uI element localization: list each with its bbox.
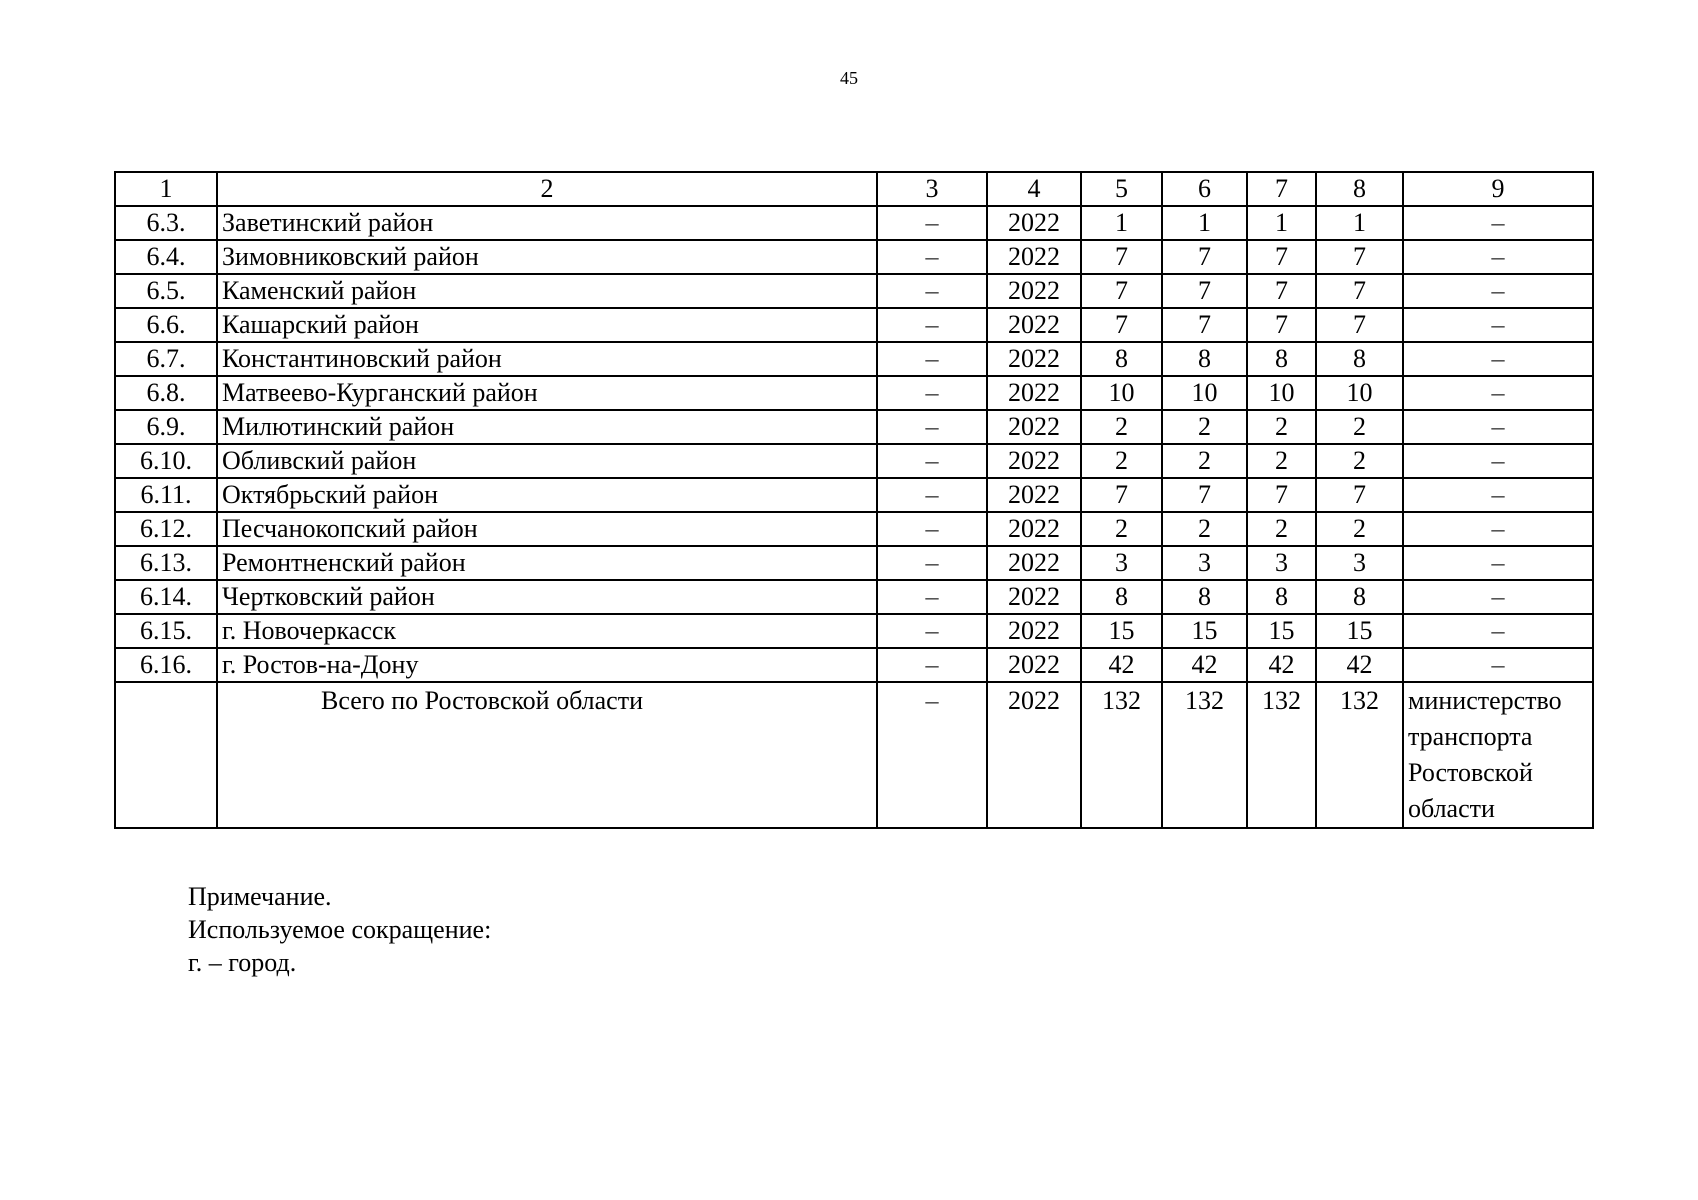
row-year-cell: 2022: [987, 206, 1081, 240]
table-row: [115, 240, 1593, 274]
header-cell: 3: [877, 172, 987, 206]
row-col7-cell: 15: [1247, 614, 1316, 648]
table-row: [115, 512, 1593, 546]
row-col7-cell: 3: [1247, 546, 1316, 580]
row-name-cell: Октябрьский район: [217, 478, 877, 512]
table-row: [115, 376, 1593, 410]
agency-line: области: [1408, 794, 1495, 823]
row-col5-cell: 7: [1081, 274, 1162, 308]
row-col6-cell: 1: [1162, 206, 1247, 240]
row-col5-cell: 15: [1081, 614, 1162, 648]
row-col6-cell: 7: [1162, 274, 1247, 308]
row-number-cell: 6.6.: [115, 308, 217, 342]
row-year-cell: 2022: [987, 546, 1081, 580]
row-col8-cell: 7: [1316, 274, 1403, 308]
note: [188, 880, 491, 979]
row-col9-cell: –: [1403, 478, 1593, 512]
row-col3-cell: –: [877, 512, 987, 546]
header-cell: 1: [115, 172, 217, 206]
row-col8-cell: 10: [1316, 376, 1403, 410]
row-col3-cell: –: [877, 478, 987, 512]
table-row: [115, 546, 1593, 580]
row-name-cell: Кашарский район: [217, 308, 877, 342]
row-col5-cell: 8: [1081, 580, 1162, 614]
total-col8-cell: 132: [1316, 682, 1403, 828]
row-year-cell: 2022: [987, 342, 1081, 376]
table-row: [115, 410, 1593, 444]
row-col9-cell: –: [1403, 206, 1593, 240]
row-col9-cell: –: [1403, 376, 1593, 410]
row-col8-cell: 3: [1316, 546, 1403, 580]
row-col9-cell: –: [1403, 274, 1593, 308]
row-col3-cell: –: [877, 342, 987, 376]
row-number-cell: 6.13.: [115, 546, 217, 580]
row-name-cell: г. Ростов-на-Дону: [217, 648, 877, 682]
row-col7-cell: 7: [1247, 308, 1316, 342]
row-col9-cell: –: [1403, 512, 1593, 546]
row-name-cell: Обливский район: [217, 444, 877, 478]
row-col6-cell: 7: [1162, 308, 1247, 342]
row-year-cell: 2022: [987, 410, 1081, 444]
row-name-cell: Константиновский район: [217, 342, 877, 376]
row-col6-cell: 2: [1162, 512, 1247, 546]
agency-line: транспорта: [1408, 722, 1533, 751]
row-col5-cell: 10: [1081, 376, 1162, 410]
total-col3-cell: –: [877, 682, 987, 828]
row-col5-cell: 42: [1081, 648, 1162, 682]
total-col5-cell: 132: [1081, 682, 1162, 828]
row-col7-cell: 7: [1247, 274, 1316, 308]
row-name-cell: Заветинский район: [217, 206, 877, 240]
row-name-cell: Милютинский район: [217, 410, 877, 444]
total-col7-cell: 132: [1247, 682, 1316, 828]
row-year-cell: 2022: [987, 648, 1081, 682]
row-col6-cell: 7: [1162, 478, 1247, 512]
header-cell: 9: [1403, 172, 1593, 206]
table-row: [115, 308, 1593, 342]
row-col7-cell: 2: [1247, 444, 1316, 478]
row-col9-cell: –: [1403, 614, 1593, 648]
row-year-cell: 2022: [987, 376, 1081, 410]
row-col9-cell: –: [1403, 342, 1593, 376]
row-col5-cell: 8: [1081, 342, 1162, 376]
row-col9-cell: –: [1403, 410, 1593, 444]
row-number-cell: 6.14.: [115, 580, 217, 614]
row-col3-cell: –: [877, 206, 987, 240]
row-col6-cell: 7: [1162, 240, 1247, 274]
row-number-cell: 6.9.: [115, 410, 217, 444]
row-col5-cell: 2: [1081, 444, 1162, 478]
row-year-cell: 2022: [987, 580, 1081, 614]
row-year-cell: 2022: [987, 512, 1081, 546]
row-col6-cell: 2: [1162, 444, 1247, 478]
page-number: 45: [840, 68, 858, 88]
total-label-cell: Всего по Ростовской области: [217, 682, 877, 828]
row-col8-cell: 7: [1316, 478, 1403, 512]
row-col6-cell: 8: [1162, 580, 1247, 614]
row-col3-cell: –: [877, 546, 987, 580]
row-col5-cell: 3: [1081, 546, 1162, 580]
row-col8-cell: 2: [1316, 444, 1403, 478]
table-row: [115, 580, 1593, 614]
total-number-cell: [115, 682, 217, 828]
row-col8-cell: 15: [1316, 614, 1403, 648]
header-cell: 4: [987, 172, 1081, 206]
row-col6-cell: 8: [1162, 342, 1247, 376]
row-number-cell: 6.8.: [115, 376, 217, 410]
row-col3-cell: –: [877, 274, 987, 308]
table-row: [115, 614, 1593, 648]
header-cell: 5: [1081, 172, 1162, 206]
row-col3-cell: –: [877, 376, 987, 410]
total-row: [115, 682, 1593, 828]
header-row: [115, 172, 1593, 206]
total-col6-cell: 132: [1162, 682, 1247, 828]
row-col7-cell: 7: [1247, 478, 1316, 512]
row-col5-cell: 7: [1081, 478, 1162, 512]
row-col9-cell: –: [1403, 546, 1593, 580]
row-col7-cell: 1: [1247, 206, 1316, 240]
table-row: [115, 342, 1593, 376]
row-col3-cell: –: [877, 410, 987, 444]
row-col5-cell: 7: [1081, 308, 1162, 342]
note-subtitle: Используемое сокращение:: [188, 915, 492, 944]
row-year-cell: 2022: [987, 240, 1081, 274]
row-number-cell: 6.16.: [115, 648, 217, 682]
row-col3-cell: –: [877, 580, 987, 614]
header-cell: 6: [1162, 172, 1247, 206]
row-col6-cell: 42: [1162, 648, 1247, 682]
table-row: [115, 648, 1593, 682]
row-col7-cell: 10: [1247, 376, 1316, 410]
table-row: [115, 206, 1593, 240]
row-col3-cell: –: [877, 648, 987, 682]
row-col9-cell: –: [1403, 308, 1593, 342]
row-number-cell: 6.3.: [115, 206, 217, 240]
row-col7-cell: 7: [1247, 240, 1316, 274]
header-cell: 2: [217, 172, 877, 206]
row-col8-cell: 2: [1316, 512, 1403, 546]
row-col6-cell: 2: [1162, 410, 1247, 444]
row-number-cell: 6.7.: [115, 342, 217, 376]
table-row: [115, 478, 1593, 512]
total-year-cell: 2022: [987, 682, 1081, 828]
row-col7-cell: 42: [1247, 648, 1316, 682]
row-col6-cell: 10: [1162, 376, 1247, 410]
total-agency-cell: [1403, 682, 1593, 828]
row-col9-cell: –: [1403, 580, 1593, 614]
row-number-cell: 6.15.: [115, 614, 217, 648]
row-col3-cell: –: [877, 444, 987, 478]
row-number-cell: 6.4.: [115, 240, 217, 274]
header-cell: 8: [1316, 172, 1403, 206]
row-name-cell: Песчанокопский район: [217, 512, 877, 546]
note-title: Примечание.: [188, 882, 332, 911]
row-col7-cell: 8: [1247, 342, 1316, 376]
row-col5-cell: 1: [1081, 206, 1162, 240]
row-number-cell: 6.10.: [115, 444, 217, 478]
row-col5-cell: 2: [1081, 410, 1162, 444]
table-row: [115, 444, 1593, 478]
row-year-cell: 2022: [987, 308, 1081, 342]
row-col7-cell: 2: [1247, 512, 1316, 546]
row-name-cell: Зимовниковский район: [217, 240, 877, 274]
row-col5-cell: 7: [1081, 240, 1162, 274]
row-name-cell: Ремонтненский район: [217, 546, 877, 580]
row-col8-cell: 42: [1316, 648, 1403, 682]
row-year-cell: 2022: [987, 444, 1081, 478]
row-year-cell: 2022: [987, 478, 1081, 512]
row-col6-cell: 15: [1162, 614, 1247, 648]
row-col3-cell: –: [877, 614, 987, 648]
row-col9-cell: –: [1403, 648, 1593, 682]
row-col7-cell: 8: [1247, 580, 1316, 614]
row-col8-cell: 7: [1316, 240, 1403, 274]
row-number-cell: 6.5.: [115, 274, 217, 308]
note-abbreviation: г. – город.: [188, 948, 297, 977]
row-col7-cell: 2: [1247, 410, 1316, 444]
row-col8-cell: 1: [1316, 206, 1403, 240]
row-col9-cell: –: [1403, 240, 1593, 274]
row-col8-cell: 7: [1316, 308, 1403, 342]
row-col3-cell: –: [877, 240, 987, 274]
header-cell: 7: [1247, 172, 1316, 206]
row-col5-cell: 2: [1081, 512, 1162, 546]
row-col8-cell: 2: [1316, 410, 1403, 444]
row-name-cell: Чертковский район: [217, 580, 877, 614]
row-name-cell: Каменский район: [217, 274, 877, 308]
data-table: [114, 171, 1594, 829]
agency-line: министерство: [1408, 686, 1562, 715]
row-year-cell: 2022: [987, 614, 1081, 648]
row-col8-cell: 8: [1316, 580, 1403, 614]
row-number-cell: 6.12.: [115, 512, 217, 546]
row-number-cell: 6.11.: [115, 478, 217, 512]
table-row: [115, 274, 1593, 308]
row-year-cell: 2022: [987, 274, 1081, 308]
row-col8-cell: 8: [1316, 342, 1403, 376]
row-col6-cell: 3: [1162, 546, 1247, 580]
row-name-cell: Матвеево-Курганский район: [217, 376, 877, 410]
row-name-cell: г. Новочеркасск: [217, 614, 877, 648]
row-col3-cell: –: [877, 308, 987, 342]
agency-line: Ростовской: [1408, 758, 1533, 787]
row-col9-cell: –: [1403, 444, 1593, 478]
